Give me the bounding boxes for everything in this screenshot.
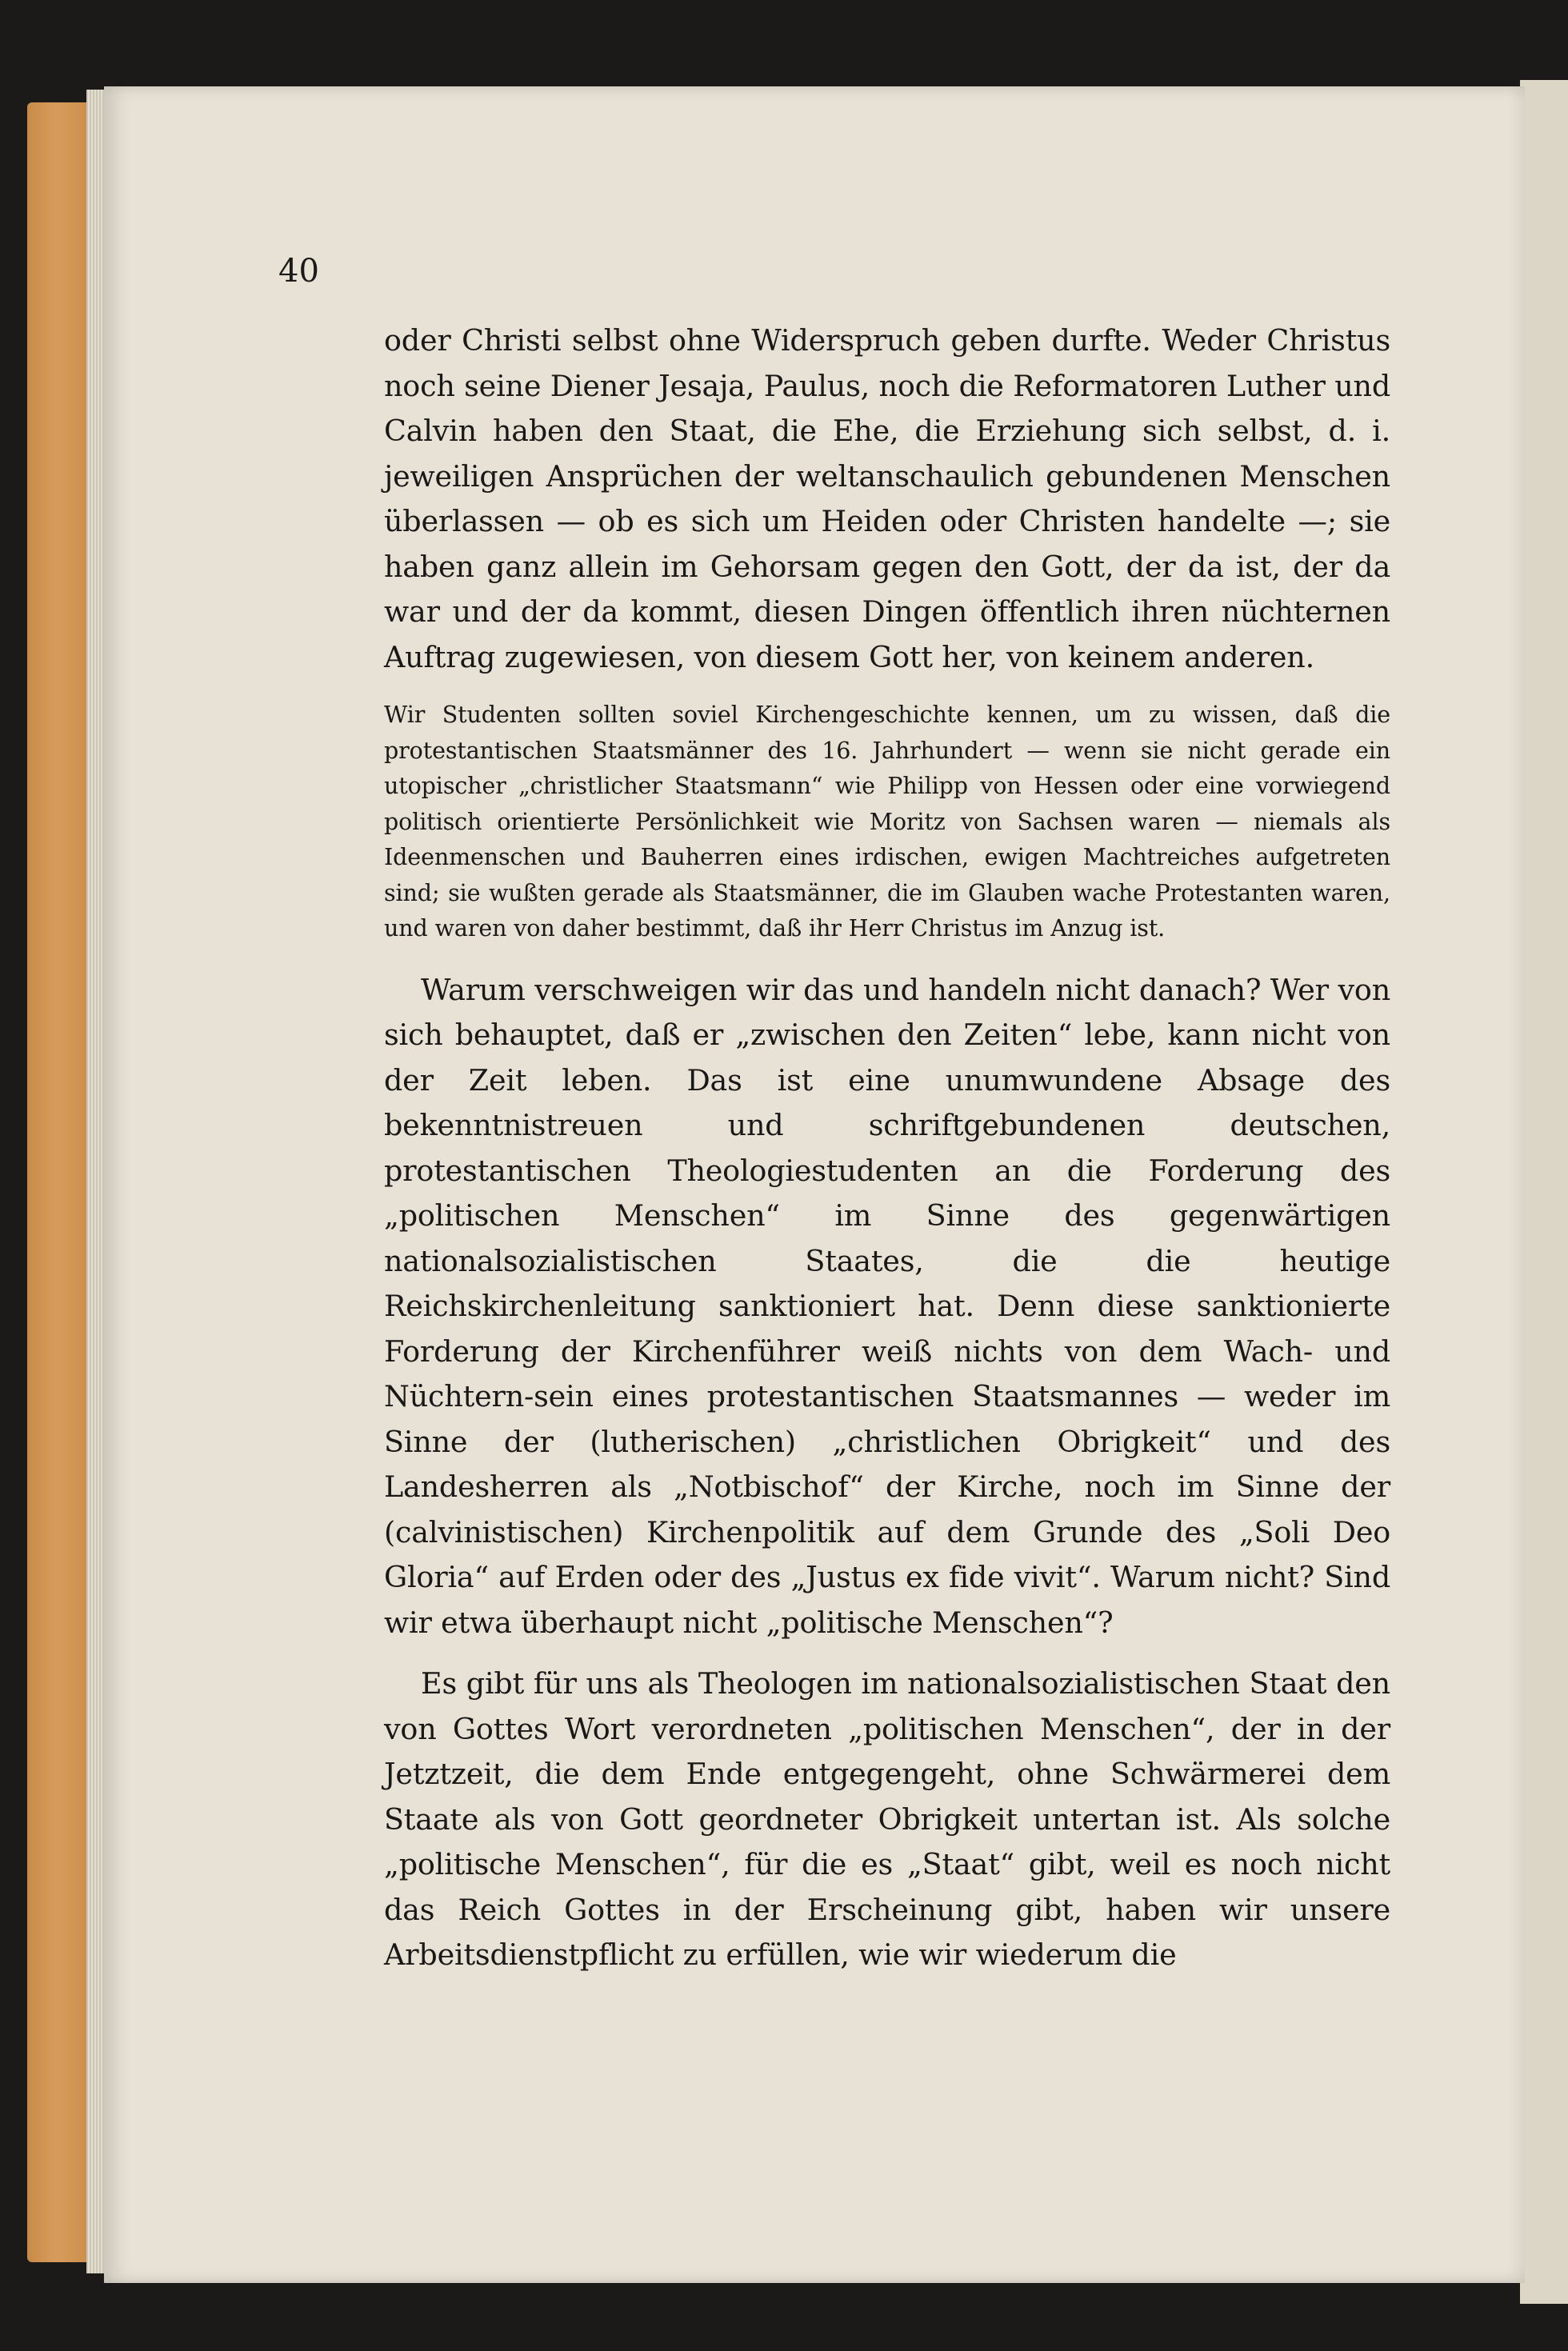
paragraph-4: Es gibt für uns als Theologen im nationalsozialistischen Staat den von Gottes Wort verordneten „politischen Menschen“, der in der Jetztzeit, die dem Ende entgegengeht, ohne Schwärmerei dem Staate als von Gott geordneter Obrigkeit untertan ist. Als solche „politische Menschen“, für die es „Staat“ gibt, weil es noch nicht das Reich Gottes in der Erscheinung gibt, haben wir unsere Arbeitsdienstpflicht zu erfüllen, wie wir wiederum die — [384, 1666, 1390, 1972]
page-text — [384, 318, 1390, 1978]
next-page-edge — [1520, 80, 1568, 2304]
quoted-paragraph: Wir Studenten sollten soviel Kirchengeschichte kennen, um zu wissen, daß die protestantischen Staatsmänner des 16. Jahrhundert — wenn sie nicht gerade ein utopischer „christlicher Staatsmann“ wie Philipp von Hessen oder eine vorwiegend politisch orientierte Persönlichkeit wie Moritz von Sachsen waren — niemals als Ideenmenschen und Bauherren eines irdischen, ewigen Machtreiches aufgetreten sind; sie wußten gerade als Staatsmänner, die im Glauben wache Protestanten waren, und waren von daher bestimmt, daß ihr Herr Christus im Anzug ist. — [384, 702, 1390, 942]
paragraph-1: oder Christi selbst ohne Widerspruch geben durfte. Weder Christus noch seine Diener Jesaja, Paulus, noch die Reformatoren Luther und Calvin haben den Staat, die Ehe, die Erziehung sich selbst, d. i. jeweiligen Ansprüchen der weltanschaulich gebundenen Menschen überlassen — ob es sich um Heiden oder Christen handelte —; sie haben ganz allein im Gehorsam gegen den Gott, der da ist, der da war und der da kommt, diesen Dingen öffentlich ihren nüchternen Auftrag zugewiesen, von diesem Gott her, von keinem anderen. — [384, 323, 1390, 674]
paragraph-3: Warum verschweigen wir das und handeln nicht danach? Wer von sich behauptet, daß er „zwischen den Zeiten“ lebe, kann nicht von der Zeit leben. Das ist eine unumwundene Absage des bekenntnistreuen und schriftgebundenen deutschen, protestantischen Theologiestudenten an die Forderung des „politischen Menschen“ im Sinne des gegenwärtigen nationalsozialistischen Staates, die die heutige Reichskirchenleitung sanktioniert hat. Denn diese sanktionierte Forderung der Kirchenführer weiß nichts von dem Wach- und Nüchtern-sein eines protestantischen Staatsmannes — weder im Sinne der (lutherischen) „christlichen Obrigkeit“ und des Landesherren als „Notbischof“ der Kirche, noch im Sinne der (calvinistischen) Kirchenpolitik auf dem Grunde des „Soli Deo Gloria“ auf Erden oder des „Justus ex fide vivit“. Warum nicht? Sind wir etwa überhaupt nicht „politische Menschen“? — [384, 972, 1390, 1640]
page-number: 40 — [278, 253, 319, 290]
